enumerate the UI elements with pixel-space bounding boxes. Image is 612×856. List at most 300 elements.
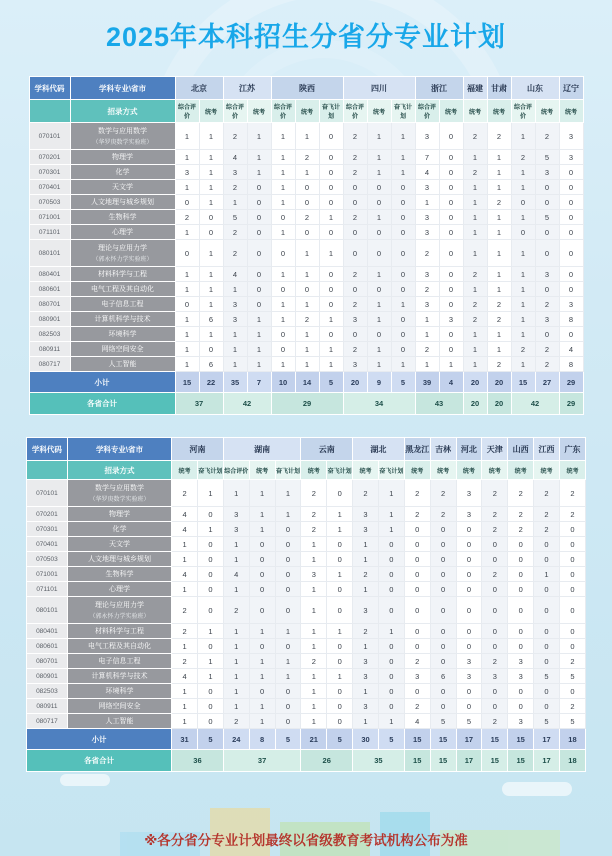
major-name: 物理学 (108, 511, 130, 518)
value-cell: 2 (508, 507, 534, 522)
value-cell: 1 (175, 180, 199, 195)
province-header: 河北 (456, 438, 482, 461)
value-cell: 0 (247, 195, 271, 210)
code-cell: 080101 (27, 597, 68, 624)
value-cell: 0 (378, 639, 404, 654)
major-name: 电气工程及其自动化 (87, 643, 151, 650)
code-cell: 080601 (27, 639, 68, 654)
value-cell: 1 (391, 165, 415, 180)
code-cell: 070301 (29, 165, 70, 180)
value-cell: 0 (247, 240, 271, 267)
value-cell: 4 (223, 567, 249, 582)
major-cell (70, 267, 175, 282)
province-total-cell: 17 (534, 750, 560, 772)
major-name: 天文学 (108, 541, 130, 548)
value-cell: 0 (559, 537, 585, 552)
header-row-provinces (29, 77, 583, 100)
corner-header: 学科代码 (29, 77, 70, 100)
province-header: 甘肃 (487, 77, 511, 100)
code-cell: 080911 (29, 342, 70, 357)
value-cell: 4 (172, 522, 198, 537)
value-cell: 0 (295, 180, 319, 195)
major-column-header: 学科专业\省市 (67, 438, 171, 461)
value-cell: 0 (535, 225, 559, 240)
method-header: 综合评价 (511, 100, 535, 123)
value-cell: 0 (327, 714, 353, 729)
value-cell: 2 (343, 123, 367, 150)
subtotal-cell: 27 (535, 372, 559, 393)
subtotal-cell: 8 (249, 729, 275, 750)
subtotal-row (27, 729, 586, 750)
value-cell: 5 (430, 714, 456, 729)
method-header: 奋飞计划 (327, 461, 353, 480)
value-cell: 0 (327, 597, 353, 624)
major-name: 数学与应用数学 (94, 485, 144, 492)
subtotal-cell: 5 (275, 729, 301, 750)
province-total-cell: 43 (415, 393, 463, 415)
subtotal-cell: 5 (391, 372, 415, 393)
value-cell: 1 (295, 357, 319, 372)
value-cell: 0 (275, 582, 301, 597)
value-cell: 0 (508, 537, 534, 552)
code-cell: 080911 (27, 699, 68, 714)
value-cell: 3 (415, 267, 439, 282)
subtotal-label: 小计 (29, 372, 175, 393)
value-cell: 2 (535, 123, 559, 150)
value-cell: 8 (559, 357, 583, 372)
table-row (27, 582, 586, 597)
value-cell: 0 (508, 567, 534, 582)
subtotal-cell: 5 (197, 729, 223, 750)
value-cell: 2 (223, 180, 247, 195)
value-cell: 1 (247, 123, 271, 150)
value-cell: 2 (415, 282, 439, 297)
corner-header: 学科代码 (27, 438, 68, 461)
code-cell: 070401 (29, 180, 70, 195)
subtotal-cell: 35 (223, 372, 247, 393)
value-cell: 1 (275, 654, 301, 669)
value-cell: 0 (319, 150, 343, 165)
value-cell: 1 (223, 699, 249, 714)
major-name: 计算机科学与技术 (91, 673, 148, 680)
value-cell: 2 (511, 150, 535, 165)
value-cell: 0 (327, 552, 353, 567)
table-row (29, 165, 583, 180)
value-cell: 0 (456, 684, 482, 699)
value-cell: 0 (197, 699, 223, 714)
province-total-cell: 29 (271, 393, 343, 415)
value-cell: 1 (319, 312, 343, 327)
value-cell: 1 (199, 123, 223, 150)
table-row (27, 522, 586, 537)
value-cell: 1 (175, 342, 199, 357)
value-cell: 2 (463, 297, 487, 312)
value-cell: 0 (391, 210, 415, 225)
value-cell: 0 (430, 639, 456, 654)
value-cell: 1 (463, 240, 487, 267)
value-cell: 0 (319, 282, 343, 297)
header-row-methods (29, 100, 583, 123)
plan-table-second (26, 437, 586, 772)
value-cell: 2 (353, 624, 379, 639)
province-total-cell: 15 (508, 750, 534, 772)
value-cell: 0 (197, 597, 223, 624)
value-cell: 2 (301, 480, 327, 507)
value-cell: 2 (430, 480, 456, 507)
value-cell: 1 (271, 150, 295, 165)
value-cell: 0 (508, 582, 534, 597)
major-cell (70, 342, 175, 357)
value-cell: 0 (327, 684, 353, 699)
value-cell: 0 (275, 537, 301, 552)
province-total-cell: 34 (343, 393, 415, 415)
value-cell: 2 (301, 522, 327, 537)
province-header: 吉林 (430, 438, 456, 461)
province-total-label: 各省合计 (29, 393, 175, 415)
major-cell (70, 165, 175, 180)
province-total-cell: 29 (559, 393, 583, 415)
value-cell: 1 (391, 150, 415, 165)
value-cell: 1 (271, 123, 295, 150)
major-name: 理论与应用力学 (98, 245, 147, 252)
value-cell: 0 (404, 582, 430, 597)
value-cell: 0 (378, 552, 404, 567)
value-cell: 0 (456, 597, 482, 624)
value-cell: 2 (343, 297, 367, 312)
value-cell: 0 (327, 639, 353, 654)
value-cell: 3 (456, 480, 482, 507)
value-cell: 2 (487, 312, 511, 327)
value-cell: 1 (487, 150, 511, 165)
table-row (29, 357, 583, 372)
subtotal-cell: 15 (175, 372, 199, 393)
value-cell: 4 (404, 714, 430, 729)
table-row (27, 507, 586, 522)
value-cell: 0 (430, 567, 456, 582)
subtotal-cell: 15 (430, 729, 456, 750)
value-cell: 0 (439, 267, 463, 282)
value-cell: 1 (199, 297, 223, 312)
province-total-cell: 26 (301, 750, 353, 772)
value-cell: 0 (482, 699, 508, 714)
code-cell: 080901 (29, 312, 70, 327)
value-cell: 0 (511, 195, 535, 210)
code-cell: 080601 (29, 282, 70, 297)
value-cell: 2 (301, 507, 327, 522)
value-cell: 0 (249, 567, 275, 582)
value-cell: 0 (508, 597, 534, 624)
province-total-cell: 37 (223, 750, 301, 772)
value-cell: 0 (456, 552, 482, 567)
value-cell: 3 (353, 654, 379, 669)
value-cell: 1 (367, 342, 391, 357)
value-cell: 0 (430, 684, 456, 699)
subtotal-cell: 39 (415, 372, 439, 393)
value-cell: 1 (367, 210, 391, 225)
value-cell: 5 (535, 150, 559, 165)
value-cell: 1 (175, 150, 199, 165)
major-cell (70, 240, 175, 267)
value-cell: 2 (508, 480, 534, 507)
method-row-spacer (27, 461, 68, 480)
value-cell: 1 (534, 567, 560, 582)
table-row (27, 654, 586, 669)
value-cell: 1 (223, 480, 249, 507)
province-total-cell: 15 (430, 750, 456, 772)
code-cell: 082503 (27, 684, 68, 699)
value-cell: 1 (223, 582, 249, 597)
value-cell: 2 (482, 567, 508, 582)
code-cell: 071101 (29, 225, 70, 240)
value-cell: 2 (353, 480, 379, 507)
value-cell: 0 (327, 537, 353, 552)
value-cell: 0 (367, 240, 391, 267)
value-cell: 0 (439, 180, 463, 195)
value-cell: 8 (559, 312, 583, 327)
value-cell: 0 (343, 240, 367, 267)
value-cell: 1 (463, 180, 487, 195)
value-cell: 0 (559, 552, 585, 567)
value-cell: 0 (343, 225, 367, 240)
value-cell: 1 (295, 327, 319, 342)
value-cell: 0 (197, 714, 223, 729)
value-cell: 1 (249, 669, 275, 684)
value-cell: 2 (295, 312, 319, 327)
subtotal-cell: 20 (343, 372, 367, 393)
subtotal-cell: 21 (301, 729, 327, 750)
value-cell: 1 (223, 552, 249, 567)
value-cell: 1 (439, 357, 463, 372)
subtotal-cell: 7 (247, 372, 271, 393)
value-cell: 0 (391, 312, 415, 327)
value-cell: 1 (172, 684, 198, 699)
table-row (27, 699, 586, 714)
value-cell: 3 (353, 507, 379, 522)
value-cell: 2 (295, 210, 319, 225)
value-cell: 0 (319, 195, 343, 210)
value-cell: 1 (295, 342, 319, 357)
value-cell: 0 (534, 654, 560, 669)
value-cell: 4 (559, 342, 583, 357)
value-cell: 0 (295, 195, 319, 210)
value-cell: 0 (430, 624, 456, 639)
value-cell: 3 (223, 522, 249, 537)
major-cell (70, 180, 175, 195)
value-cell: 0 (319, 327, 343, 342)
value-cell: 2 (223, 597, 249, 624)
major-name: 电气工程及其自动化 (91, 286, 154, 293)
value-cell: 3 (404, 669, 430, 684)
value-cell: 0 (559, 597, 585, 624)
value-cell: 0 (319, 225, 343, 240)
value-cell: 1 (223, 327, 247, 342)
value-cell: 3 (415, 123, 439, 150)
major-cell (67, 480, 171, 507)
province-total-cell: 36 (172, 750, 224, 772)
code-cell: 080717 (29, 357, 70, 372)
province-header: 福建 (463, 77, 487, 100)
subtotal-cell: 18 (559, 729, 585, 750)
value-cell: 0 (343, 327, 367, 342)
value-cell: 2 (175, 210, 199, 225)
value-cell: 0 (430, 699, 456, 714)
value-cell: 0 (534, 597, 560, 624)
value-cell: 0 (175, 297, 199, 312)
value-cell: 1 (175, 327, 199, 342)
value-cell: 2 (487, 297, 511, 312)
value-cell: 0 (430, 597, 456, 624)
value-cell: 0 (319, 267, 343, 282)
value-cell: 0 (439, 195, 463, 210)
value-cell: 1 (172, 639, 198, 654)
province-header: 四川 (343, 77, 415, 100)
major-cell (67, 552, 171, 567)
value-cell: 5 (535, 210, 559, 225)
value-cell: 1 (511, 240, 535, 267)
value-cell: 0 (249, 597, 275, 624)
province-header: 山西 (508, 438, 534, 461)
value-cell: 0 (559, 582, 585, 597)
value-cell: 0 (404, 639, 430, 654)
value-cell: 0 (367, 225, 391, 240)
value-cell: 1 (511, 267, 535, 282)
value-cell: 0 (439, 165, 463, 180)
value-cell: 0 (559, 639, 585, 654)
code-cell: 070503 (29, 195, 70, 210)
value-cell: 2 (463, 123, 487, 150)
value-cell: 0 (295, 225, 319, 240)
value-cell: 1 (199, 240, 223, 267)
method-header: 统考 (249, 461, 275, 480)
value-cell: 1 (487, 225, 511, 240)
major-cell (67, 597, 171, 624)
value-cell: 1 (378, 480, 404, 507)
province-header: 江苏 (223, 77, 271, 100)
value-cell: 0 (249, 684, 275, 699)
value-cell: 0 (404, 597, 430, 624)
method-header: 综合评价 (343, 100, 367, 123)
value-cell: 1 (197, 669, 223, 684)
major-cell (67, 684, 171, 699)
province-header: 湖南 (223, 438, 301, 461)
value-cell: 0 (559, 327, 583, 342)
value-cell: 3 (223, 507, 249, 522)
value-cell: 1 (223, 357, 247, 372)
value-cell: 1 (487, 282, 511, 297)
province-total-cell: 42 (223, 393, 271, 415)
value-cell: 6 (199, 357, 223, 372)
method-header: 综合评价 (223, 461, 249, 480)
major-name: 人工智能 (108, 361, 137, 368)
value-cell: 0 (404, 552, 430, 567)
value-cell: 1 (223, 282, 247, 297)
code-cell: 070503 (27, 552, 68, 567)
value-cell: 0 (534, 582, 560, 597)
value-cell: 0 (535, 180, 559, 195)
value-cell: 1 (301, 714, 327, 729)
value-cell: 0 (327, 654, 353, 669)
value-cell: 0 (249, 537, 275, 552)
value-cell: 3 (508, 714, 534, 729)
value-cell: 0 (197, 582, 223, 597)
value-cell: 1 (327, 567, 353, 582)
province-total-cell: 35 (353, 750, 405, 772)
value-cell: 0 (343, 282, 367, 297)
value-cell: 2 (353, 567, 379, 582)
value-cell: 1 (463, 195, 487, 210)
value-cell: 1 (199, 282, 223, 297)
value-cell: 0 (391, 327, 415, 342)
value-cell: 1 (199, 267, 223, 282)
value-cell: 0 (482, 684, 508, 699)
province-total-row (29, 393, 583, 415)
value-cell: 2 (487, 123, 511, 150)
value-cell: 1 (367, 165, 391, 180)
value-cell: 0 (247, 282, 271, 297)
value-cell: 0 (247, 267, 271, 282)
value-cell: 1 (197, 480, 223, 507)
value-cell: 2 (559, 480, 585, 507)
major-name: 生物科学 (108, 214, 137, 221)
value-cell: 1 (301, 684, 327, 699)
value-cell: 1 (353, 537, 379, 552)
tables-wrap (26, 76, 586, 772)
value-cell: 1 (249, 654, 275, 669)
value-cell: 1 (327, 522, 353, 537)
value-cell: 2 (487, 195, 511, 210)
value-cell: 0 (199, 342, 223, 357)
value-cell: 1 (175, 267, 199, 282)
value-cell: 0 (175, 195, 199, 210)
cloud-shape (60, 774, 110, 786)
value-cell: 0 (391, 240, 415, 267)
major-name: 计算机科学与技术 (94, 316, 151, 323)
value-cell: 0 (275, 699, 301, 714)
major-name: 材料科学与工程 (94, 628, 144, 635)
value-cell: 5 (534, 669, 560, 684)
plan-table-first (29, 76, 584, 415)
value-cell: 0 (559, 522, 585, 537)
value-cell: 1 (463, 357, 487, 372)
value-cell: 1 (197, 654, 223, 669)
major-name: 人工智能 (105, 718, 134, 725)
value-cell: 1 (463, 342, 487, 357)
value-cell: 1 (511, 180, 535, 195)
method-header: 统考 (247, 100, 271, 123)
value-cell: 5 (534, 714, 560, 729)
province-total-cell: 15 (482, 750, 508, 772)
value-cell: 0 (430, 552, 456, 567)
value-cell: 3 (415, 180, 439, 195)
value-cell: 0 (378, 567, 404, 582)
value-cell: 3 (535, 312, 559, 327)
value-cell: 0 (439, 150, 463, 165)
major-cell (67, 582, 171, 597)
method-header: 统考 (487, 100, 511, 123)
value-cell: 0 (430, 522, 456, 537)
major-cell (70, 297, 175, 312)
value-cell: 3 (535, 267, 559, 282)
value-cell: 1 (271, 312, 295, 327)
value-cell: 3 (508, 654, 534, 669)
value-cell: 2 (343, 342, 367, 357)
code-cell: 070101 (29, 123, 70, 150)
value-cell: 1 (199, 180, 223, 195)
value-cell: 0 (319, 180, 343, 195)
value-cell: 1 (271, 357, 295, 372)
value-cell: 1 (271, 180, 295, 195)
major-cell (67, 654, 171, 669)
